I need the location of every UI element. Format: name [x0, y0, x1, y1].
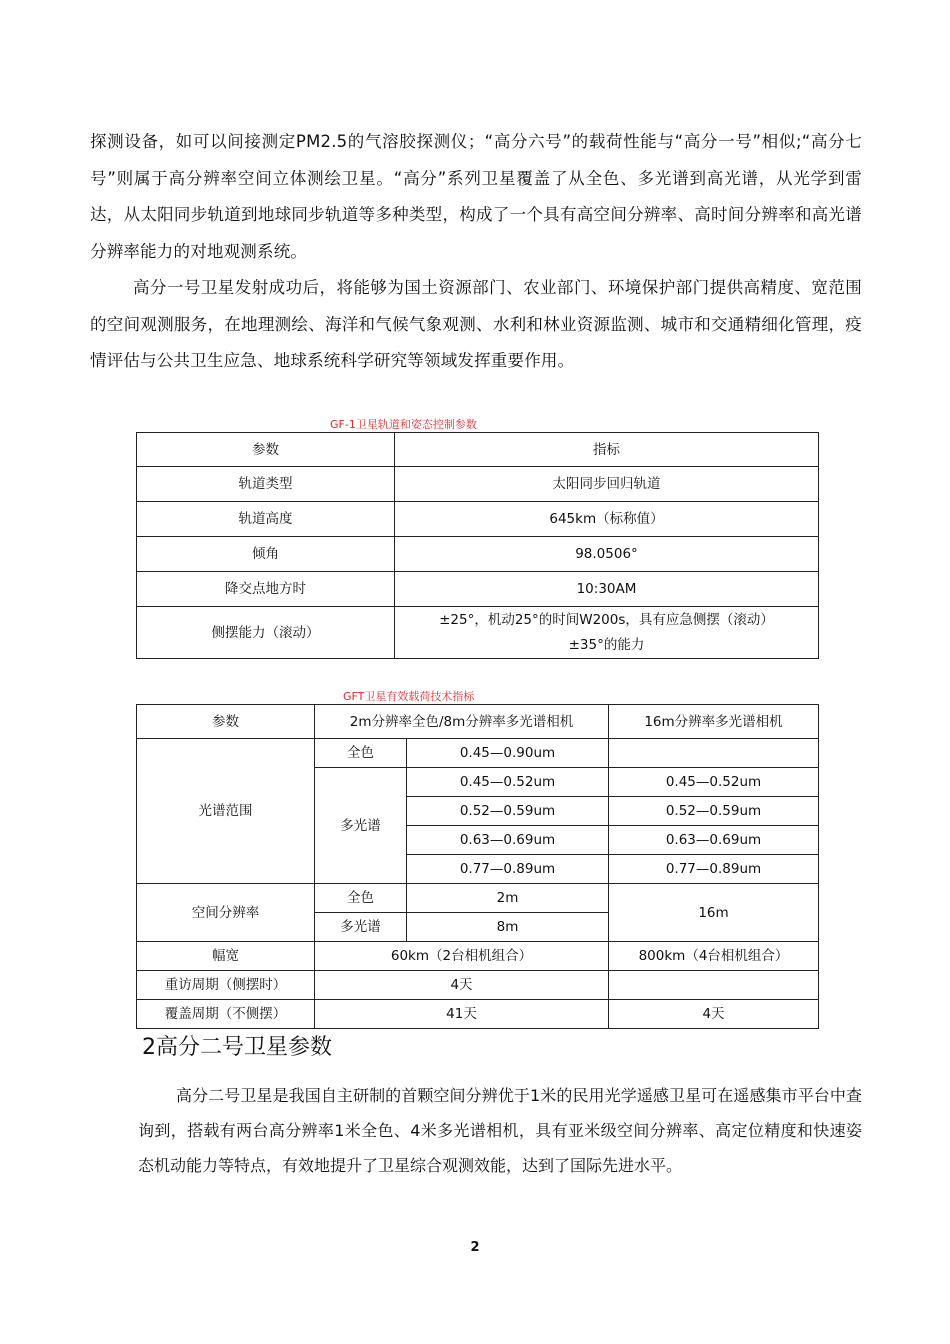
- table-row: [137, 502, 819, 537]
- section-paragraph: 高分二号卫星是我国自主研制的首颗空间分辨优于1米的民用光学遥感卫星可在遥感集市平台中查询到，搭载有两台高分辨率1米全色、4米多光谱相机，具有亚米级空间分辨率、高定位精度和快速姿态机动能力等特点，有效地提升了卫星综合观测效能，达到了国际先进水平。: [138, 1086, 862, 1175]
- ms-label: 多光谱: [315, 768, 407, 884]
- table-row: [137, 537, 819, 572]
- spatial-res-label: 空间分辨率: [137, 884, 315, 942]
- pan-label: 全色: [315, 884, 407, 913]
- paragraph-2: 高分一号卫星发射成功后，将能够为国土资源部门、农业部门、环境保护部门提供高精度、宽范围的空间观测服务，在地理测绘、海洋和气候气象观测、水利和林业资源监测、城市和交通精细化管理，疫情评估与公共卫生应急、地球系统科学研究等领域发挥重要作用。: [90, 278, 862, 370]
- paragraph-1: 探测设备，如可以间接测定PM2.5的气溶胶探测仪；“高分六号”的载荷性能与“高分一号”相似;“高分七号”则属于高分辨率空间立体测绘卫星。“高分”系列卫星覆盖了从全色、多光谱到高光谱，从光学到雷达，从太阳同步轨道到地球同步轨道等多种类型，构成了一个具有高空间分辨率、高时间分辨率和高光谱分辨率能力的对地观测系统。: [90, 132, 862, 261]
- value-cell: 645km（标称值）: [395, 502, 819, 537]
- table2-caption: GFT卫星有效载荷技术指标: [343, 690, 475, 703]
- revisit-label: 重访周期（侧摆时）: [137, 971, 315, 1000]
- table-header-row: [137, 433, 819, 467]
- table-row: [137, 942, 819, 971]
- page-number: 2: [470, 1240, 480, 1255]
- table-header-row: [137, 705, 819, 739]
- coverage-label: 覆盖周期（不侧摆）: [137, 1000, 315, 1029]
- table-row: [137, 884, 819, 913]
- header-value: 指标: [395, 433, 819, 467]
- ms-band-b: 0.52—0.59um: [609, 797, 819, 826]
- section-heading: 2高分二号卫星参数: [142, 1035, 332, 1060]
- ms-band-a: 0.52—0.59um: [407, 797, 609, 826]
- table-row: [137, 739, 819, 768]
- ms-band-b: 0.63—0.69um: [609, 826, 819, 855]
- param-cell: 轨道高度: [137, 502, 395, 537]
- coverage-value-a: 41天: [315, 1000, 609, 1029]
- value-cell: 太阳同步回归轨道: [395, 467, 819, 502]
- ms-band-a: 0.63—0.69um: [407, 826, 609, 855]
- swath-value-a: 60km（2台相机组合）: [315, 942, 609, 971]
- empty-cell: [609, 739, 819, 768]
- param-cell: 降交点地方时: [137, 572, 395, 607]
- param-cell: 轨道类型: [137, 467, 395, 502]
- header-param: 参数: [137, 705, 315, 739]
- table-row: [137, 572, 819, 607]
- swath-label: 幅宽: [137, 942, 315, 971]
- ms-band-a: 0.77—0.89um: [407, 855, 609, 884]
- table1-caption: GF-1卫星轨道和姿态控制参数: [330, 418, 477, 431]
- ms-res-value: 8m: [407, 913, 609, 942]
- table-row: [137, 971, 819, 1000]
- param-cell: 侧摆能力（滚动）: [137, 607, 395, 659]
- orbit-parameters-table: [136, 432, 819, 659]
- table-row: [137, 1000, 819, 1029]
- value-cell: [395, 607, 819, 659]
- payload-spec-table: [136, 704, 819, 1029]
- param-cell: 倾角: [137, 537, 395, 572]
- ms-label: 多光谱: [315, 913, 407, 942]
- header-param: 参数: [137, 433, 395, 467]
- table-row: [137, 467, 819, 502]
- table-row: [137, 607, 819, 659]
- pan-label: 全色: [315, 739, 407, 768]
- value-line-1: ±25°，机动25°的时间W200s，具有应急侧摆（滚动）: [439, 611, 774, 628]
- header-camera-a: 2m分辨率全色/8m分辨率多光谱相机: [315, 705, 609, 739]
- spectral-range-label: 光谱范围: [137, 739, 315, 884]
- revisit-value-b: [609, 971, 819, 1000]
- value-cell: 98.0506°: [395, 537, 819, 572]
- res-value-b: 16m: [609, 884, 819, 942]
- swath-value-b: 800km（4台相机组合）: [609, 942, 819, 971]
- value-line-2: ±35°的能力: [568, 636, 645, 653]
- coverage-value-b: 4天: [609, 1000, 819, 1029]
- revisit-value-a: 4天: [315, 971, 609, 1000]
- pan-band-value: 0.45—0.90um: [407, 739, 609, 768]
- ms-band-b: 0.45—0.52um: [609, 768, 819, 797]
- value-cell: 10:30AM: [395, 572, 819, 607]
- ms-band-b: 0.77—0.89um: [609, 855, 819, 884]
- pan-res-value: 2m: [407, 884, 609, 913]
- ms-band-a: 0.45—0.52um: [407, 768, 609, 797]
- header-camera-b: 16m分辨率多光谱相机: [609, 705, 819, 739]
